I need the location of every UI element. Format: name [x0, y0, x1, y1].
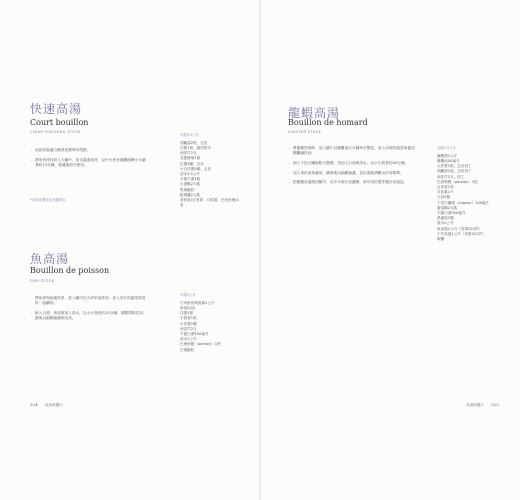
ingredient-list-title: 可做3.5公升 [180, 133, 199, 137]
ingredient-item: 清水2公升 [180, 337, 197, 342]
recipe-title-en: LOBSTER STOCK [288, 130, 322, 134]
page-folio [466, 402, 499, 408]
ingredient-list-title: 可做1.5公升 [437, 146, 456, 150]
ingredient-item: 海鹽 [437, 236, 445, 241]
recipe-step: – 加入香料束與番茄，續煮後以細網過濾，並用湯匙擠壓出所有精華。 [288, 171, 416, 176]
ingredient-item: 干邑白蘭地（cognac）100毫升 [437, 200, 490, 205]
ingredient-item: 白胡椒粒 [180, 347, 195, 352]
ingredient-item: 小白洋蔥4顆，去皮 [180, 166, 212, 171]
recipe-steps [288, 146, 416, 190]
recipe-step: – 把龍蝦高湯倒回鍋中，以中火收汁至濃稠，即可用於製作醬汁或湯品。 [288, 180, 416, 185]
ingredient-item: 月桂葉1片 [437, 190, 454, 195]
ingredient-item: 胡蘿蔔2根，去皮 [180, 140, 208, 145]
ingredient-item: 西洋芹2支 [180, 326, 197, 331]
ingredient-item: 西洋芹2支 [180, 151, 197, 156]
ingredient-item: 不甜白酒1瓶 [180, 177, 201, 182]
ingredient-item: 洋蔥1根，縱切對半 [180, 145, 212, 150]
right-page [261, 0, 520, 500]
ingredient-item: 龍蝦殼1公斤 [437, 153, 458, 158]
chapter-label: 高湯與醬汁 [466, 403, 484, 407]
recipe-step: – 將所有材料放入大鍋中，加水蓋過食材，以中火煮至沸騰後轉小火續煮約15分鐘，過濾後即可使用。 [30, 158, 148, 168]
ingredient-item: 清水2公升 [437, 221, 454, 226]
recipe-step: – 將龍蝦殼剁碎，放入鍋中以橄欖油大火翻炒至變色，加入切碎的蔬菜與番茄糊繼續拌炒。 [288, 146, 416, 156]
recipe-title-zh: 龍蝦高湯 [288, 106, 341, 120]
ingredient-item: 番茄糊2大匙 [437, 205, 458, 210]
recipe-step: – 這款高湯適合燉煮魚類與甲殼類。 [30, 148, 148, 153]
ingredient-item: 大蒜5瓣 [437, 195, 451, 200]
ingredient-list [180, 133, 242, 208]
page-number: 325 [491, 402, 499, 407]
ingredient-item: 熟番茄2顆 [437, 216, 454, 221]
ingredient-item: 魚高湯1公升（見第324頁） [437, 226, 483, 231]
ingredient-list [437, 146, 489, 242]
recipe-title-fr: Court bouillon [30, 118, 89, 127]
ingredient-item: 清水3.5公升 [180, 171, 201, 176]
page-folio [30, 402, 63, 408]
ingredient-item: 巴西里梗（parsley）1把 [180, 342, 221, 347]
recipe-steps [30, 296, 148, 326]
ingredient-item: 不甜白酒500毫升 [437, 210, 466, 215]
ingredient-item: 橄欖油50毫升 [437, 158, 460, 163]
ingredient-item: 粗海鹽2大匙 [180, 192, 201, 197]
page-number: 324 [30, 402, 38, 407]
ingredient-item: 洋蔥1根 [180, 311, 194, 316]
recipe-step: – 倒入干邑白蘭地點火燃燒，再加入白酒與清水，以小火熬煮約40分鐘。 [288, 161, 416, 166]
ingredient-item: 巴西利梗（parsley）1把 [437, 179, 478, 184]
ingredient-item: 香料束(百里香、月桂葉、巴西里梗)1束 [180, 197, 239, 208]
recipe-note: *可預先製作並冷藏保存 [30, 198, 66, 202]
recipe-title-zh: 魚高湯 [30, 252, 70, 266]
ingredient-item: 小洋蔥2顆 [180, 321, 197, 326]
ingredient-item: 西洋芹2支，切丁 [437, 174, 465, 179]
ingredient-item: 紅蔥4顆，去皮 [180, 161, 204, 166]
ingredient-item: 小牛高湯1公升（見第322頁） [437, 231, 486, 236]
ingredient-item: 韭蔥綠葉1根 [180, 156, 201, 161]
recipe-title-en: FISH STOCK [30, 279, 55, 283]
ingredient-item: 百里香1枝 [437, 184, 454, 189]
left-page [0, 0, 259, 500]
ingredient-item: 小茴香1根 [180, 316, 197, 321]
recipe-title-en: CLEAR POACHING STOCK [30, 130, 81, 134]
ingredient-item: 胡蘿蔔1根，去皮切丁 [437, 169, 472, 174]
chapter-label: 高湯與醬汁 [44, 403, 63, 407]
ingredient-list [180, 293, 221, 353]
recipe-title-fr: Bouillon de homard [288, 118, 368, 127]
recipe-step: – 倒入白酒，煮滾後加入清水，以小火熬煮約20分鐘，期間撈除浮沫，最後以細網過濾即完成。 [30, 311, 148, 321]
ingredient-item: 大洋蔥1根，去皮切丁 [437, 164, 472, 169]
ingredient-list-title: 可做2公升 [180, 293, 196, 297]
recipe-title-zh: 快速高湯 [30, 102, 83, 116]
recipe-title-fr: Bouillon de poisson [30, 266, 110, 275]
ingredient-item: 黑胡椒粒 [180, 187, 195, 192]
ingredient-item: 白肉魚骨與魚頭1公斤 [180, 300, 215, 305]
recipe-steps [30, 148, 148, 173]
ingredient-item: 不甜白酒400毫升 [180, 331, 209, 336]
ingredient-item: 白酒醋2大匙 [180, 182, 201, 187]
ingredient-item: 奶油20克 [180, 305, 196, 310]
recipe-step: – 將魚骨與魚頭洗淨，放入鍋中以少許奶油拌炒，加入切片的蔬菜與香料一起翻炒。 [30, 296, 148, 306]
